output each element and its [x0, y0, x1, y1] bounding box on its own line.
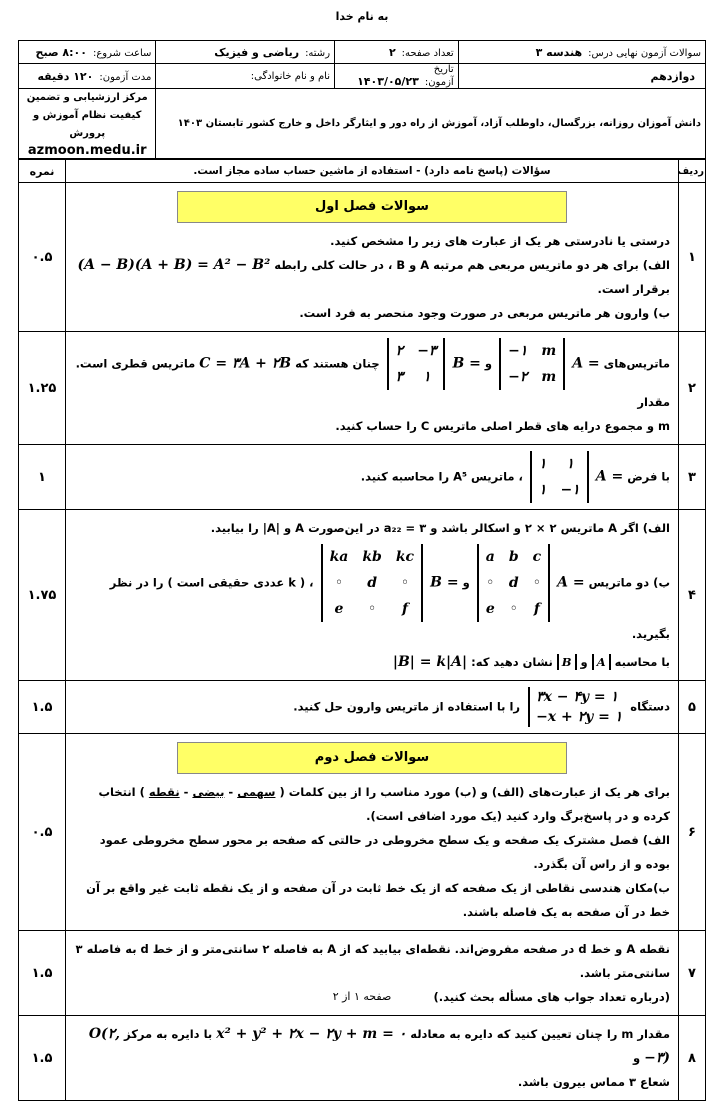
row-header: ردیف — [679, 160, 706, 183]
question-body-2 — [66, 332, 679, 445]
question-score: ۱.۲۵ — [19, 332, 66, 445]
name-label: نام و نام خانوادگی: — [250, 70, 331, 82]
start-value: ۸:۰۰ صبح — [35, 45, 87, 59]
duration-value: ۱۲۰ دقیقه — [37, 69, 94, 83]
q2-line-2: m و مجموع درایه های قطر اصلی ماتریس C را حساب کنید. — [335, 419, 670, 433]
q6-part-a: الف) فصل مشترک یک صفحه و یک سطح مخروطی در حالتی که صفحه بر محور سطح مخروطی عمود بوده و از راس آن بگذرد. — [99, 833, 670, 871]
q2-a-label: A = — [572, 355, 600, 372]
question-score: ۰.۵ — [19, 734, 66, 931]
grade-cell — [458, 64, 705, 89]
q4-b-pre: ب) دو ماتریس — [588, 575, 670, 590]
field-value: ریاضی و فیزیک — [214, 45, 300, 59]
question-score: ۱.۵ — [19, 681, 66, 734]
q4-b-post: ، ( k عددی حقیقی است ) را در نظر بگیرید. — [109, 575, 670, 641]
field-cell — [156, 41, 335, 64]
pages-label: تعداد صفحه: — [401, 47, 454, 59]
question-body-1 — [66, 183, 679, 332]
q5-eq1: ۳x − ۴y = ۱ — [536, 689, 619, 705]
q1-part-b: ب) وارون هر ماتریس مربعی در صورت وجود منحصر به فرد است. — [299, 306, 670, 320]
exam-title-value: هندسه ۳ — [535, 45, 583, 59]
q6-part-b: ب)مکان هندسی نقاطی از یک صفحه که از یک خط ثابت در آن صفحه و از یک نقطه ثابت غیر واقع بر آن خط در آن صفحه به یک فاصله باشند. — [86, 881, 670, 919]
question-number: ۵ — [679, 681, 706, 734]
question-score: ۱.۷۵ — [19, 510, 66, 681]
q1-a-formula: (A − B)(A + B) = A² − B² — [77, 257, 271, 273]
question-row-8 — [19, 1016, 706, 1101]
q4-and: و — [462, 575, 470, 590]
q2-matrix-b: ۲ −۳ ۳ ۱ — [387, 338, 446, 390]
q4-c-and: و — [580, 655, 588, 669]
q4-det-b: B — [557, 654, 577, 670]
questions-header: سؤالات (پاسخ نامه دارد) - استفاده از ماشین حساب ساده مجاز است. — [66, 160, 679, 183]
students-text: دانش آموزان روزانه، بزرگسال، داوطلب آزاد، آموزش از راه دور و ایثارگر داخل و خارج کشور تابستان ۱۴۰۳ — [177, 117, 701, 129]
students-cell — [156, 89, 706, 159]
question-number: ۳ — [679, 445, 706, 510]
start-cell — [19, 41, 156, 64]
exam-sheet — [18, 40, 706, 1101]
q8-line-2: شعاع ۳ مماس بیرون باشد. — [517, 1075, 670, 1089]
questions-table-head — [19, 160, 706, 183]
q1-intro: درستی یا نادرستی هر یک از عبارت های زیر را مشخص کنید. — [330, 234, 670, 248]
q5-eq2: −x + ۲y = ۱ — [536, 709, 623, 725]
question-score: ۱.۵ — [19, 1016, 66, 1101]
q1-a-post: برقرار است. — [597, 282, 670, 296]
q3-matrix-a: ۱ ۱ ۱ −۱ — [530, 451, 589, 503]
duration-label: مدت آزمون: — [99, 71, 152, 83]
question-row-2 — [19, 332, 706, 445]
center-cell — [19, 89, 156, 159]
document-top-title: به نام خدا — [335, 10, 389, 23]
name-cell — [156, 64, 335, 89]
score-header: نمره — [19, 160, 66, 183]
question-score: ۱ — [19, 445, 66, 510]
section-1-title: سوالات فصل اول — [177, 191, 566, 223]
question-body-6 — [66, 734, 679, 931]
q4-matrix-b: ka kb kc ◦ d ◦ e ◦ f — [321, 544, 424, 622]
question-number: ۴ — [679, 510, 706, 681]
q4-a-label: A = — [557, 574, 585, 591]
q2-post: ماتریس قطری است. مقدار — [75, 356, 670, 409]
question-row-5 — [19, 681, 706, 734]
q8-center: O(۲, −۳) — [88, 1026, 670, 1066]
center-text: مرکز ارزشیابی و تضمین کیفیت نظام آموزش و پرورش — [26, 92, 148, 139]
start-label: ساعت شروع: — [92, 47, 152, 59]
question-score: ۰.۵ — [19, 183, 66, 332]
q5-pre: دستگاه — [630, 699, 670, 714]
date-label: تاریخ آزمون: — [424, 64, 454, 88]
question-row-3 — [19, 445, 706, 510]
q4-matrix-a: a b c ◦ d ◦ e ◦ f — [477, 544, 550, 622]
q5-post: را با استفاده از ماتریس وارون حل کنید. — [293, 699, 521, 714]
pages-cell — [335, 41, 459, 64]
q2-pre: ماتریس‌های — [603, 356, 670, 371]
q2-and: و — [484, 356, 493, 371]
q2-equation: C = ۳A + ۲B — [199, 355, 292, 372]
q6-word-3: نقطه — [148, 785, 180, 799]
question-body-3 — [66, 445, 679, 510]
q4-c-post: نشان دهید که: — [471, 655, 553, 669]
q2-b-label: B = — [452, 355, 481, 372]
q8-equation: x² + y² + ۲x − ۲y + m = ۰ — [216, 1026, 407, 1042]
q4-part-a: الف) اگر A ماتریس ۲ × ۲ و اسکالر باشد و a₂₂ = ۳ در این‌صورت A و |A| را بیابید. — [210, 521, 670, 535]
field-label: رشته: — [305, 47, 331, 59]
q4-det-a: A — [592, 654, 611, 670]
q3-pre: با فرض — [627, 469, 670, 484]
q7-line-1: نقطه A و خط d در صفحه مفروض‌اند. نقطه‌ای بیابید که از A به فاصله ۲ سانتی‌متر و از خط d به فاصله ۳ سانتی‌متر باشد. — [75, 942, 670, 980]
question-body-5 — [66, 681, 679, 734]
q6-word-2: بیضی — [192, 785, 225, 799]
question-row-6 — [19, 734, 706, 931]
q1-a-pre: الف) برای هر دو ماتریس مربعی هم مرتبه A و B ، در حالت کلی رابطه — [274, 258, 670, 272]
question-body-8 — [66, 1016, 679, 1101]
q2-line-1 — [74, 338, 670, 414]
pages-value: ۲ — [388, 45, 396, 59]
date-cell — [335, 64, 459, 89]
exam-title-cell — [458, 41, 705, 64]
section-2-title: سوالات فصل دوم — [177, 742, 566, 774]
date-value: ۱۴۰۳/۰۵/۲۳ — [357, 75, 419, 88]
question-number: ۲ — [679, 332, 706, 445]
question-number: ۱ — [679, 183, 706, 332]
q4-c-equation: |B| = k|A| — [392, 654, 468, 670]
question-number: ۸ — [679, 1016, 706, 1101]
q4-part-c — [74, 650, 670, 674]
question-body-4 — [66, 510, 679, 681]
question-number: ۷ — [679, 931, 706, 1016]
q2-mid: چنان هستند که — [295, 356, 380, 371]
q7-line-2: (درباره تعداد جواب های مسأله بحث کنید.) — [433, 990, 670, 1004]
q6-word-1: سهمی — [237, 785, 276, 799]
q6-intro: برای هر یک از عبارت‌های (الف) و (ب) مورد مناسب را از بین کلمات ( سهمی - بیضی - نقطه ) انتخاب کرده و در پاسخ‌برگ وارد کنید (یک مورد اضافی است). — [98, 785, 670, 823]
q2-matrix-a: −۱ m −۲ m — [499, 338, 565, 390]
question-score: ۱.۵ — [19, 931, 66, 1016]
q8-line-1: مقدار m را چنان تعیین کنید که دایره به معادله x² + y² + ۲x − ۲y + m = ۰ با دایره به مرکز O(۲, −۳) و — [88, 1026, 670, 1066]
q1-part-a — [74, 253, 670, 301]
website-link[interactable]: azmoon.medu.ir — [27, 143, 147, 158]
exam-header — [18, 40, 706, 159]
grade-value: دوازدهم — [650, 69, 695, 83]
q3-a-label: A = — [595, 468, 624, 485]
questions-table — [18, 159, 706, 1101]
q5-system — [528, 687, 622, 727]
q3-post: ، ماتریس A⁵ را محاسبه کنید. — [360, 469, 523, 484]
duration-cell — [19, 64, 156, 89]
q4-part-b — [74, 544, 670, 646]
q4-c-pre: با محاسبه — [614, 655, 670, 669]
question-row-1 — [19, 183, 706, 332]
exam-title-label: سوالات آزمون نهایی درس: — [588, 47, 701, 59]
q4-b-label: B = — [430, 574, 459, 591]
question-number: ۶ — [679, 734, 706, 931]
page-footer: صفحه ۱ از ۲ — [332, 990, 392, 1003]
question-row-4 — [19, 510, 706, 681]
